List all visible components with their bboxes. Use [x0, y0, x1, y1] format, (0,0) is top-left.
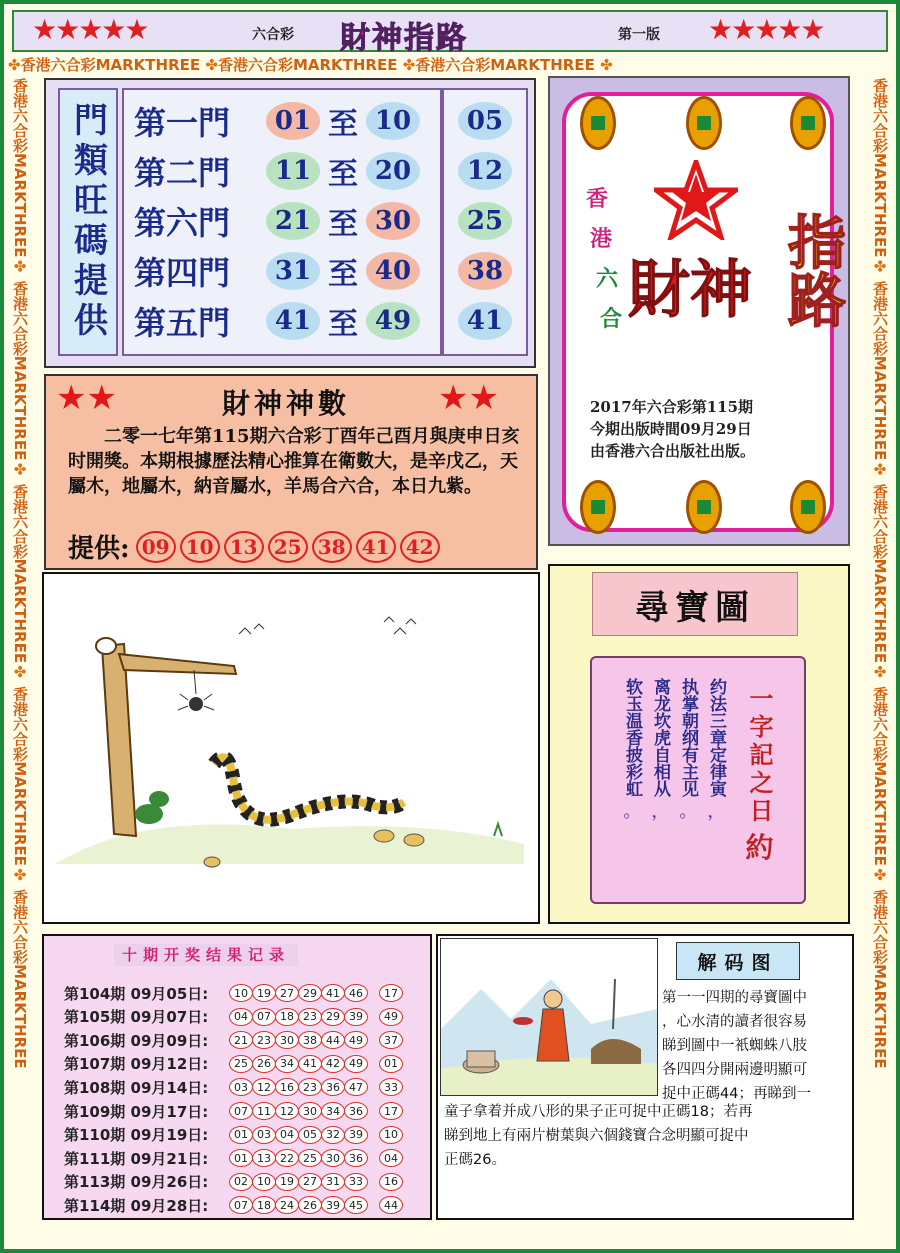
- decode-line: 捉中正碼44；再睇到一: [662, 1086, 811, 1102]
- clover-icon: ✤: [8, 56, 21, 74]
- record-number: 24: [275, 1196, 299, 1214]
- record-row: [64, 1006, 402, 1028]
- band-text: 香港六合彩MARKTHREE: [11, 483, 29, 664]
- record-row: [64, 1124, 402, 1146]
- record-number: 26: [298, 1196, 322, 1214]
- poster-big-title-2: 指路: [778, 212, 846, 328]
- range-to-word: 至: [328, 157, 358, 192]
- right-band: [870, 78, 891, 1248]
- range-start-ball: 11: [266, 152, 320, 190]
- record-number: 45: [344, 1196, 368, 1214]
- coin-icon: [580, 480, 616, 534]
- band-text: 香港六合彩MARKTHREE: [871, 280, 889, 461]
- clover-icon: ✤: [871, 257, 889, 276]
- record-numbers: [229, 1173, 402, 1191]
- record-number: 34: [321, 1102, 345, 1120]
- record-number: 36: [344, 1102, 368, 1120]
- header-bar: [12, 10, 888, 56]
- record-number: 04: [275, 1126, 299, 1144]
- record-special-number: 01: [379, 1055, 403, 1073]
- record-number: 30: [298, 1102, 322, 1120]
- range-start-ball: 01: [266, 102, 320, 140]
- poster-big-title: 財神: [628, 253, 753, 326]
- decode-title: 解码图: [676, 942, 800, 980]
- record-label: 第110期 09月19日:: [64, 1126, 209, 1145]
- record-number: 03: [229, 1078, 253, 1096]
- treasure-side-last: 約: [745, 831, 774, 864]
- record-numbers: [229, 984, 402, 1002]
- poem-punct: 。: [679, 802, 697, 822]
- band-text: 香港六合彩MARKTHREE: [20, 56, 201, 74]
- decode-bottom-text: [444, 1100, 852, 1172]
- record-number: 41: [298, 1055, 322, 1073]
- coin-icon: [790, 96, 826, 150]
- door-pick-ball: 41: [458, 302, 512, 340]
- decode-side-text: [662, 986, 852, 1106]
- band-text: 香港六合彩MARKTHREE: [415, 56, 595, 74]
- record-label: 第111期 09月21日:: [64, 1149, 209, 1168]
- treasure-title: 尋寶圖: [592, 572, 798, 636]
- top-band: [8, 54, 613, 75]
- poem-line: 软玉温香披彩虹: [622, 678, 642, 797]
- band-text: 香港六合彩MARKTHREE: [871, 686, 889, 866]
- door-picks: [442, 88, 528, 356]
- god-right-stars: ★★: [438, 378, 499, 418]
- god-number: 38: [312, 531, 352, 563]
- door-row: [134, 198, 420, 244]
- record-number: 18: [275, 1008, 299, 1026]
- record-special-number: 44: [379, 1196, 403, 1214]
- record-number: 36: [344, 1149, 368, 1167]
- record-number: 19: [252, 984, 276, 1002]
- record-row: [64, 1053, 402, 1075]
- band-text: 香港六合彩MARKTHREE: [11, 686, 29, 866]
- record-special-number: 49: [379, 1008, 403, 1026]
- poem-punct: 。: [623, 802, 641, 822]
- range-to-word: 至: [328, 307, 358, 342]
- door-row: [134, 298, 420, 344]
- poster-char: 合: [600, 306, 623, 332]
- decode-line: 第一一四期的尋寶圖中: [662, 990, 807, 1006]
- range-end-ball: 10: [366, 102, 420, 140]
- record-number: 18: [252, 1196, 276, 1214]
- range-to-word: 至: [328, 207, 358, 242]
- god-provide-row: [68, 528, 444, 565]
- range-end-ball: 30: [366, 202, 420, 240]
- god-number: 41: [356, 531, 396, 563]
- cartoon-drawing: [44, 574, 538, 922]
- god-number: 13: [224, 531, 264, 563]
- record-number: 46: [344, 984, 368, 1002]
- band-text: 香港六合彩MARKTHREE: [11, 78, 29, 258]
- treasure-poem: [620, 678, 728, 822]
- record-number: 07: [252, 1008, 276, 1026]
- record-number: 32: [321, 1126, 345, 1144]
- range-start-ball: 31: [266, 252, 320, 290]
- edition-label: 第一版: [618, 27, 660, 43]
- record-numbers: [229, 1126, 402, 1144]
- poster-char: 六: [596, 266, 619, 292]
- record-number: 39: [344, 1008, 368, 1026]
- record-number: 21: [229, 1031, 253, 1049]
- record-number: 27: [275, 984, 299, 1002]
- treasure-scroll: [590, 656, 806, 904]
- band-text: 香港六合彩MARKTHREE: [871, 889, 889, 1069]
- coin-icon: [580, 96, 616, 150]
- record-number: 34: [275, 1055, 299, 1073]
- page-title: 財神指路: [340, 21, 468, 56]
- door-row: [134, 98, 420, 144]
- record-number: 41: [321, 984, 345, 1002]
- red-star-icon: [654, 160, 738, 240]
- record-numbers: [229, 1078, 402, 1096]
- record-number: 19: [275, 1173, 299, 1191]
- door-name: 第二門: [134, 154, 231, 192]
- range-start-ball: 21: [266, 202, 320, 240]
- god-title: 財神神數: [222, 387, 351, 420]
- clover-icon: ✤: [11, 663, 29, 682]
- coin-icon: [790, 480, 826, 534]
- record-number: 16: [275, 1078, 299, 1096]
- record-numbers: [229, 1055, 402, 1073]
- record-numbers: [229, 1149, 402, 1167]
- left-band: [10, 78, 31, 1248]
- record-numbers: [229, 1196, 402, 1214]
- records-title-wrap: [114, 944, 298, 965]
- record-number: 30: [275, 1031, 299, 1049]
- record-number: 29: [298, 984, 322, 1002]
- poster-line-2: 今期出版時間09月29日: [590, 420, 752, 438]
- clover-icon: ✤: [11, 257, 29, 276]
- clover-icon: ✤: [11, 865, 29, 884]
- poem-column: [648, 678, 672, 822]
- treasure-side-text: 一字記之日: [745, 686, 774, 826]
- record-special-number: 16: [379, 1173, 403, 1191]
- god-text: 二零一七年第115期六合彩丁酉年己酉月與庚申日亥时開獎。本期根據歷法精心推算在衛數大，是辛戊乙，天屬木，地屬木，納音屬水，羊馬合六合，本日九紫。: [68, 426, 520, 497]
- poem-column: [704, 678, 728, 822]
- record-number: 01: [229, 1149, 253, 1167]
- record-number: 07: [229, 1196, 253, 1214]
- poster-info: [590, 396, 826, 462]
- record-label: 第113期 09月26日:: [64, 1173, 209, 1192]
- record-number: 10: [229, 984, 253, 1002]
- record-numbers: [229, 1102, 402, 1120]
- record-label: 第114期 09月28日:: [64, 1196, 209, 1215]
- door-name: 第五門: [134, 304, 231, 342]
- record-number: 12: [252, 1078, 276, 1096]
- door-name: 第四門: [134, 254, 231, 292]
- record-number: 44: [321, 1031, 345, 1049]
- record-number: 23: [252, 1031, 276, 1049]
- record-number: 11: [252, 1102, 276, 1120]
- clover-icon: ✤: [205, 56, 218, 74]
- record-label: 第109期 09月17日:: [64, 1102, 209, 1121]
- results-record-panel: [42, 934, 432, 1220]
- record-number: 26: [252, 1055, 276, 1073]
- record-number: 31: [321, 1173, 345, 1191]
- record-special-number: 37: [379, 1031, 403, 1049]
- band-text: 香港六合彩MARKTHREE: [11, 280, 29, 461]
- header-left-stars: ★★★★★: [32, 13, 148, 46]
- door-pick-ball: 25: [458, 202, 512, 240]
- god-number: 09: [136, 531, 176, 563]
- door-row: [134, 248, 420, 294]
- record-number: 38: [298, 1031, 322, 1049]
- record-number: 13: [252, 1149, 276, 1167]
- decode-line: 睇到地上有兩片樹葉與六個錢寶合念明顯可捉中: [444, 1128, 749, 1144]
- range-start-ball: 41: [266, 302, 320, 340]
- record-number: 10: [252, 1173, 276, 1191]
- clover-icon: ✤: [600, 56, 613, 74]
- record-number: 23: [298, 1008, 322, 1026]
- record-number: 02: [229, 1173, 253, 1191]
- record-special-number: 17: [379, 984, 403, 1002]
- poem-line: 约法三章定律寅: [706, 678, 726, 797]
- record-number: 47: [344, 1078, 368, 1096]
- range-end-ball: 20: [366, 152, 420, 190]
- record-number: 30: [321, 1149, 345, 1167]
- poem-column: [620, 678, 644, 822]
- decode-line: 各四四分開兩邊明顯可: [662, 1062, 807, 1078]
- record-row: [64, 1029, 402, 1051]
- poem-line: 离龙坎虎自相从: [650, 678, 670, 797]
- door-panel-label: 門類旺碼提供: [58, 88, 118, 356]
- god-number: 25: [268, 531, 308, 563]
- records-title: 十期开奖结果记录: [114, 944, 298, 966]
- clover-icon: ✤: [11, 460, 29, 479]
- band-text: 香港六合彩MARKTHREE: [871, 483, 889, 664]
- record-number: 29: [321, 1008, 345, 1026]
- record-number: 33: [344, 1173, 368, 1191]
- door-name: 第一門: [134, 104, 231, 142]
- record-special-number: 17: [379, 1102, 403, 1120]
- band-text: 香港六合彩MARKTHREE: [871, 78, 889, 258]
- clover-icon: ✤: [402, 56, 416, 74]
- record-numbers: [229, 1031, 402, 1049]
- record-label: 第105期 09月07日:: [64, 1008, 209, 1027]
- header-right-stars: ★★★★★: [708, 13, 824, 46]
- coin-icon: [686, 96, 722, 150]
- clover-icon: ✤: [871, 460, 889, 479]
- range-to-word: 至: [328, 257, 358, 292]
- record-label: 第108期 09月14日:: [64, 1078, 209, 1097]
- door-pick-ball: 05: [458, 102, 512, 140]
- record-row: [64, 1171, 402, 1193]
- poem-column: [676, 678, 700, 822]
- poster-line-1: 2017年六合彩第115期: [590, 398, 754, 416]
- door-name: 第六門: [134, 204, 231, 242]
- treasure-side: [742, 686, 777, 866]
- record-label: 第106期 09月09日:: [64, 1031, 209, 1050]
- poster-char: 港: [590, 226, 613, 252]
- poem-line: 执掌朝纲有主见: [678, 678, 698, 797]
- band-text: 香港六合彩MARKTHREE: [11, 889, 29, 1069]
- decode-drawing: [441, 939, 657, 1095]
- clover-icon: ✤: [871, 663, 889, 682]
- record-number: 07: [229, 1102, 253, 1120]
- record-row: [64, 982, 402, 1004]
- range-end-ball: 49: [366, 302, 420, 340]
- range-end-ball: 40: [366, 252, 420, 290]
- record-number: 42: [321, 1055, 345, 1073]
- range-to-word: 至: [328, 107, 358, 142]
- record-special-number: 33: [379, 1078, 403, 1096]
- record-row: [64, 1100, 402, 1122]
- record-number: 25: [229, 1055, 253, 1073]
- god-number: 10: [180, 531, 220, 563]
- record-number: 01: [229, 1126, 253, 1144]
- coin-icon: [686, 480, 722, 534]
- decode-line: ，心水清的讀者很容易: [662, 1014, 807, 1030]
- record-number: 39: [344, 1126, 368, 1144]
- record-special-number: 10: [379, 1126, 403, 1144]
- record-row: [64, 1194, 402, 1216]
- record-row: [64, 1147, 402, 1169]
- poem-punct: ，: [707, 802, 725, 822]
- god-numbers-panel: [44, 374, 538, 570]
- record-number: 23: [298, 1078, 322, 1096]
- record-number: 04: [229, 1008, 253, 1026]
- riddle-cartoon: [42, 572, 540, 924]
- record-number: 49: [344, 1055, 368, 1073]
- record-special-number: 04: [379, 1149, 403, 1167]
- band-text: 香港六合彩MARKTHREE: [217, 56, 398, 74]
- record-numbers: [229, 1008, 402, 1026]
- poster-line-3: 由香港六合出版社出版。: [590, 442, 756, 460]
- record-number: 49: [344, 1031, 368, 1049]
- record-number: 22: [275, 1149, 299, 1167]
- record-number: 12: [275, 1102, 299, 1120]
- provide-label: 提供:: [68, 534, 130, 564]
- record-label: 第104期 09月05日:: [64, 984, 209, 1003]
- record-row: [64, 1076, 402, 1098]
- god-number-list: [136, 531, 444, 563]
- record-number: 27: [298, 1173, 322, 1191]
- decode-line: 童子拿着并成八形的果子正可捉中正碼18；若再: [444, 1104, 753, 1120]
- record-number: 36: [321, 1078, 345, 1096]
- door-pick-ball: 38: [458, 252, 512, 290]
- decode-line: 正碼26。: [444, 1152, 506, 1168]
- decode-illustration: [440, 938, 658, 1096]
- poem-punct: ，: [651, 802, 669, 822]
- clover-icon: ✤: [871, 865, 889, 884]
- lottery-name: 六合彩: [252, 27, 294, 43]
- god-number: 42: [400, 531, 440, 563]
- record-label: 第107期 09月12日:: [64, 1055, 209, 1074]
- poster-char: 香: [586, 186, 609, 212]
- record-number: 25: [298, 1149, 322, 1167]
- door-ranges: [122, 88, 442, 356]
- record-number: 39: [321, 1196, 345, 1214]
- god-left-stars: ★★: [56, 378, 117, 418]
- door-row: [134, 148, 420, 194]
- decode-line: 睇到圖中一衹蜘蛛八肢: [662, 1038, 807, 1054]
- door-pick-ball: 12: [458, 152, 512, 190]
- record-number: 03: [252, 1126, 276, 1144]
- record-number: 05: [298, 1126, 322, 1144]
